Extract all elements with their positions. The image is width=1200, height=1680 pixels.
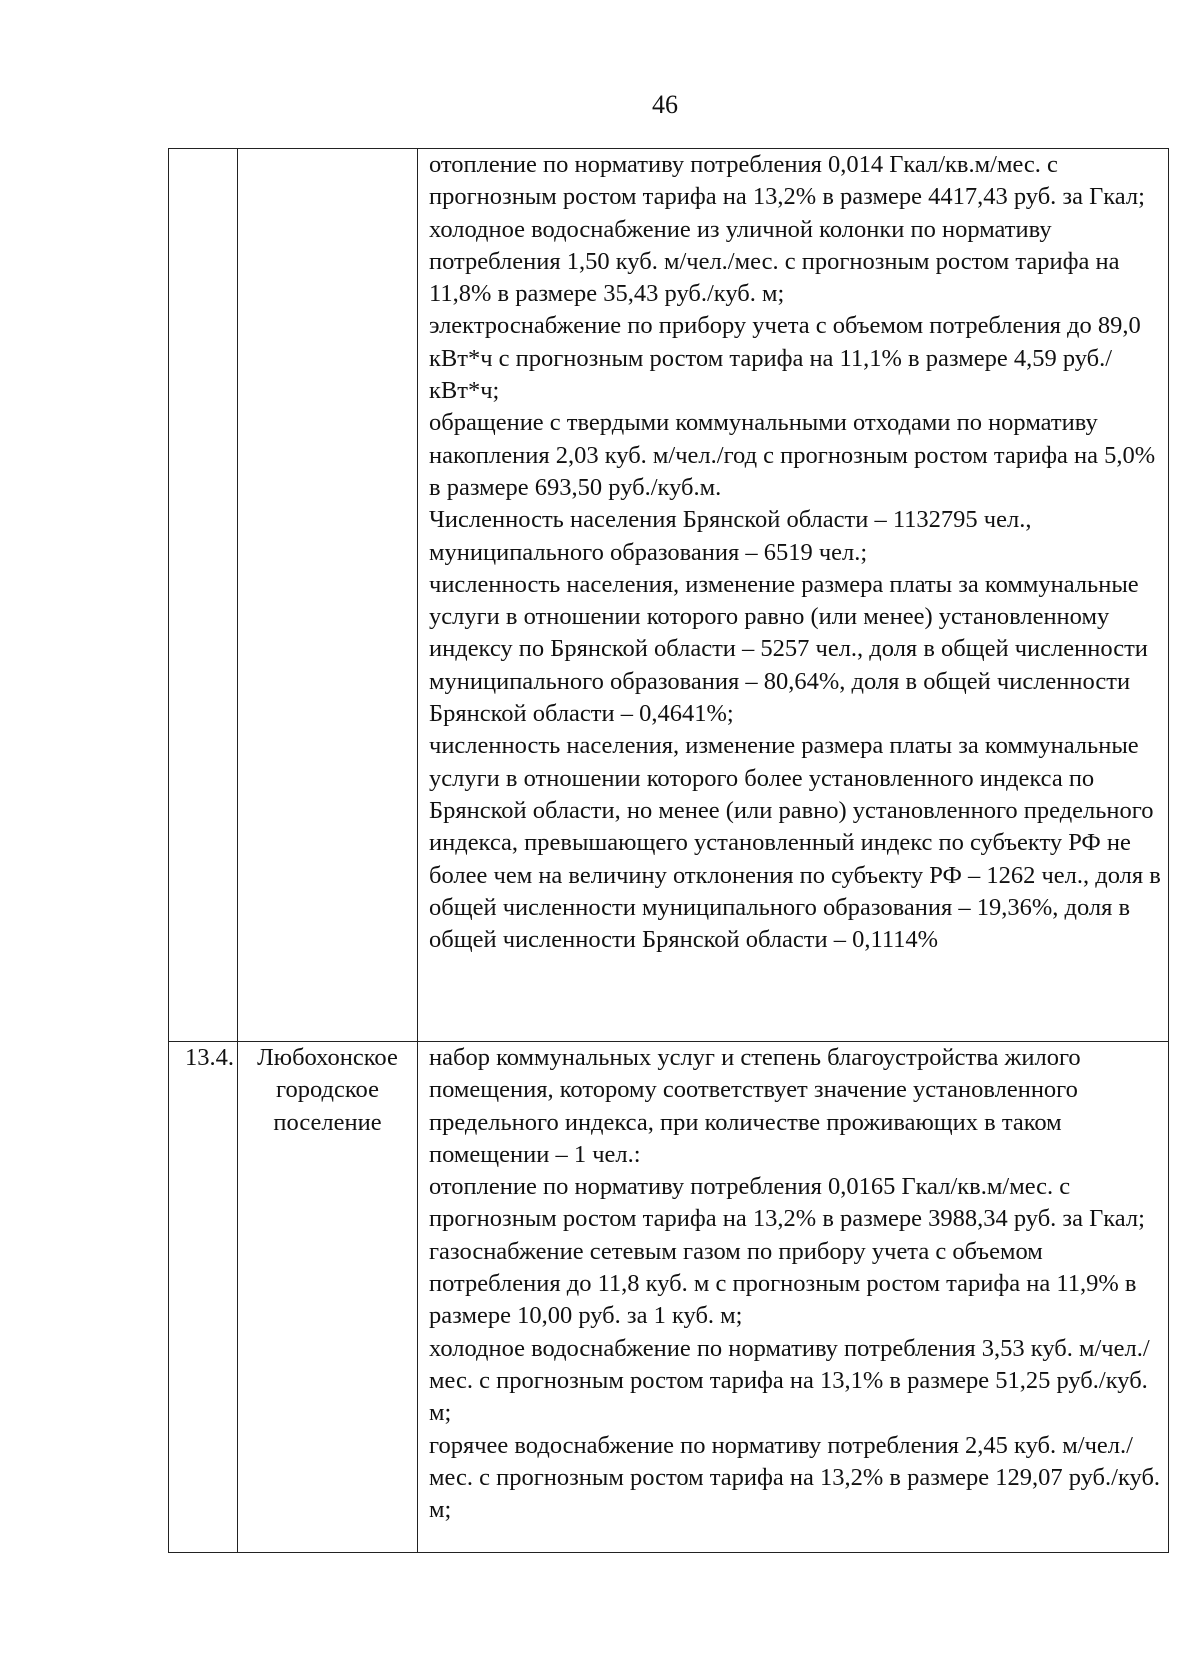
- row-number-cell: 13.4.: [169, 1042, 238, 1553]
- table-row: [169, 149, 1169, 1042]
- paragraph: отопление по нормативу потребления 0,0165 Гкал/кв.м/мес. с прогнозным ростом тарифа на 13,2% в размере 3988,34 руб. за Гкал;: [429, 1173, 1145, 1233]
- description-cell: [418, 1042, 1169, 1553]
- paragraph: холодное водоснабжение из уличной колонки по нормативу потребления 1,50 куб. м/чел./мес. с прогнозным ростом тарифа на 11,8% в размере 35,43 руб./куб. м;: [429, 215, 1120, 308]
- paragraph: холодное водоснабжение по нормативу потребления 3,53 куб. м/чел./мес. с прогнозным ростом тарифа на 13,1% в размере 51,25 руб./куб. м;: [429, 1334, 1150, 1427]
- municipality-name-cell: Любохонское городское поселение: [238, 1042, 418, 1553]
- paragraph: электроснабжение по прибору учета с объемом потребления до 89,0 кВт*ч с прогнозным ростом тарифа на 11,1% в размере 4,59 руб./кВт*ч;: [429, 312, 1141, 405]
- tariff-table: [168, 148, 1169, 1553]
- paragraph: Численность населения Брянской области – 1132795 чел., муниципального образования – 6519 чел.;: [429, 506, 1032, 566]
- municipality-name-cell: [238, 149, 418, 1042]
- paragraph: газоснабжение сетевым газом по прибору учета с объемом потребления до 11,8 куб. м с прогнозным ростом тарифа на 11,9% в размере 10,00 руб. за 1 куб. м;: [429, 1237, 1137, 1330]
- paragraph: отопление по нормативу потребления 0,014 Гкал/кв.м/мес. с прогнозным ростом тарифа на 13,2% в размере 4417,43 руб. за Гкал;: [429, 151, 1145, 211]
- table-row: [169, 1042, 1169, 1553]
- paragraph: обращение с твердыми коммунальными отходами по нормативу накопления 2,03 куб. м/чел./год с прогнозным ростом тарифа на 5,0% в размере 693,50 руб./куб.м.: [429, 409, 1156, 501]
- row-number-cell: [169, 149, 238, 1042]
- description-cell: [418, 149, 1169, 1042]
- paragraph: набор коммунальных услуг и степень благоустройства жилого помещения, которому соответствует значение установленного предельного индекса, при количестве проживающих в таком помещении – 1 чел.:: [429, 1044, 1081, 1168]
- paragraph: горячее водоснабжение по нормативу потребления 2,45 куб. м/чел./мес. с прогнозным ростом тарифа на 13,2% в размере 129,07 руб./куб. м;: [429, 1431, 1161, 1524]
- paragraph: численность населения, изменение размера платы за коммунальные услуги в отношении которого более установленного индекса по Брянской области, но менее (или равно) установленного предельного индекса, превышающего установленный индекс по субъекту РФ не более чем на величину отклонения по субъекту РФ – 1262 чел., доля в общей численности муниципального образования – 19,36%, доля в общей численности Брянской области – 0,1114%: [429, 732, 1161, 954]
- page-number: 46: [652, 90, 678, 119]
- paragraph: численность населения, изменение размера платы за коммунальные услуги в отношении которого равно (или менее) установленному индексу по Брянской области – 5257 чел., доля в общей численности муниципального образования – 80,64%, доля в общей численности Брянской области – 0,4641%;: [429, 570, 1148, 728]
